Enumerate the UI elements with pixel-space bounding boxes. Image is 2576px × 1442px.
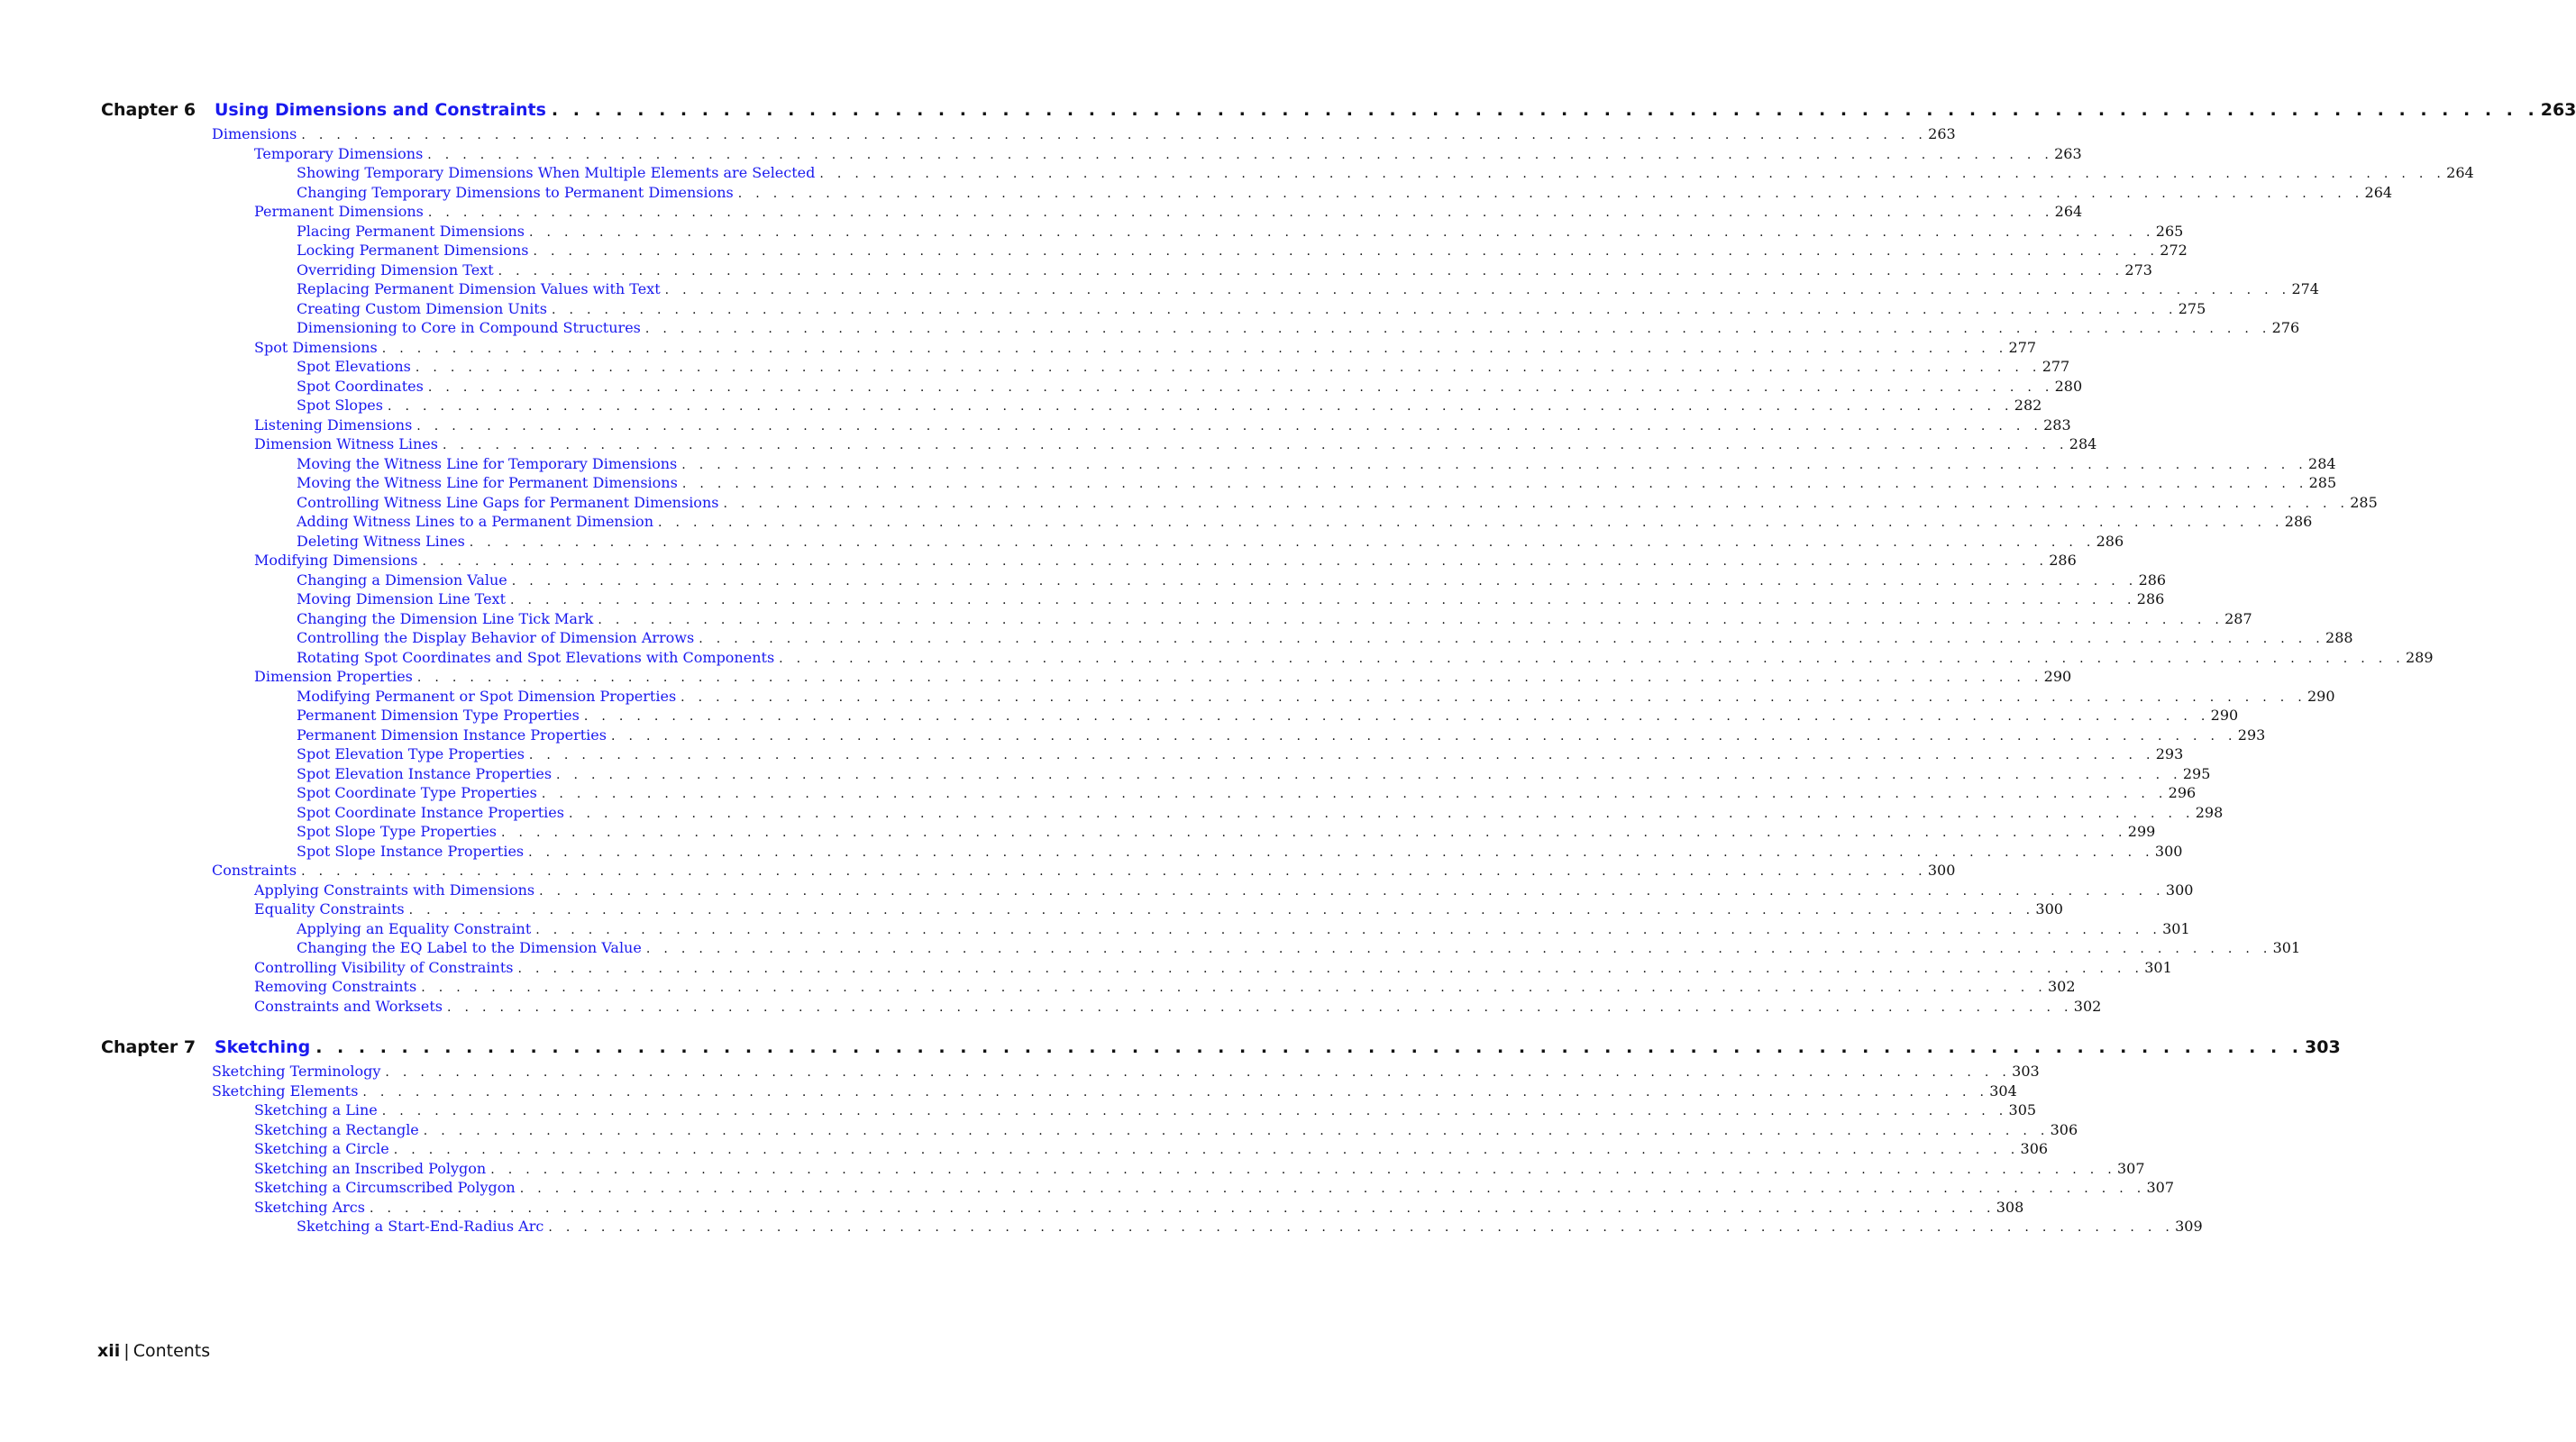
toc-entry-title: Spot Dimensions	[254, 338, 378, 356]
toc-entry-title: Permanent Dimension Type Properties	[297, 707, 580, 724]
toc-entry-title: Moving Dimension Line Text	[297, 590, 506, 607]
toc-entry-link[interactable]	[212, 628, 2353, 648]
dot-leader: . . . . . . . . . . . . . . . . . . . . . . . . . . . . . . . . . . . . . . . . . . . . . . . . . . . . . . . . . . . . . . . . . . . . . . . . . . . . . . . . . . . . . . . . . . . . .	[664, 283, 2291, 297]
toc-entry-link[interactable]	[212, 977, 2076, 997]
toc-entry-title: Spot Slope Instance Properties	[297, 842, 525, 860]
toc-entry-link[interactable]	[212, 357, 2070, 377]
dot-leader: . . . . . . . . . . . . . . . . . . . . . . . . . . . . . . . . . . . . . . . . . . . . . . . . . . . . . . . . . . . . . . . . . . . . . . . . . . . . . . . . . . . . . . . . . . . . .	[610, 728, 2237, 744]
dot-leader: . . . . . . . . . . . . . . . . . . . . . . . . . . . . . . . . . . . . . . . . . . . . . . . . . . . . . . . . . . . . . . . . . . . . . . . . . . . . . . . . . . . . . . . . . . . . .	[528, 844, 2154, 860]
toc-entry-title: Applying Constraints with Dimensions	[254, 881, 535, 899]
toc-entry-title: Spot Slopes	[297, 397, 383, 414]
toc-entry-title: Showing Temporary Dimensions When Multiple Elements are Selected	[297, 164, 816, 181]
toc-entry-link[interactable]	[212, 687, 2335, 707]
dot-leader: . . . . . . . . . . . . . . . . . . . . . . . . . . . . . . . . . . . . . . . . . . . . . . . . . . . . . . . . . . . . . . . . . . . . . . . . . . . . . . . . . . . . . . . . . . . . .	[446, 999, 2073, 1015]
toc-entry-title: Removing Constraints	[254, 978, 417, 995]
toc-entry-title: Spot Elevation Instance Properties	[297, 764, 553, 782]
toc-entry-page-number: 263	[2054, 144, 2082, 162]
toc-entry-page-number: 275	[2178, 299, 2206, 317]
toc-entry-title: Spot Coordinates	[297, 377, 424, 395]
dot-leader: . . . . . . . . . . . . . . . . . . . . . . . . . . . . . . . . . . . . . . . . . . . . . . . . . . . . . . . . . . . . . . . . . . . . . . . . . . . . . . . . . . . . . . . . . . . . .	[551, 302, 2178, 317]
toc-entry-page-number: 286	[2284, 513, 2313, 530]
dot-leader: . . . . . . . . . . . . . . . . . . . . . . . . . . . . . . . . . . . . . . . . . . . . . . . . . . . . . . . . . . . . . . . . . . . . . . . . . . . . . . . . . . . . . . . . . . . . .	[427, 147, 2054, 162]
dot-leader: . . . . . . . . . . . . . . . . . . . . . . . . . . . . . . . . . . . . . . . . . . . . . . . . . . . . . . . . . . . . . . . . . . . . . . . . . . . . . . . . . . . . . . . . . . . . .	[381, 1104, 2008, 1118]
toc-entry-page-number: 288	[2325, 629, 2353, 646]
toc-entry-link[interactable]	[212, 415, 2071, 435]
dot-leader: . . . . . . . . . . . . . . . . . . . . . . . . . . . . . . . . . . . . . . . . . . . . . . . . . . . . . . . . . . . . . . . . . . . . . . . . . . . . . . . . . . . . . . . . . . . . .	[681, 689, 2307, 705]
toc-entry-link[interactable]	[212, 997, 2102, 1017]
dot-leader: . . . . . . . . . . . . . . . . . . . . . . . . . . . . . . . . . . . . . . . . . . . . . . . . . . . . . . . . . . . . . . . . . . . . . . . . . . . . . . . . . . . . . . . . . . . . .	[416, 671, 2043, 685]
toc-entry-page-number: 277	[2008, 338, 2037, 356]
toc-entry-link[interactable]	[212, 260, 2152, 280]
toc-entry-title: Placing Permanent Dimensions	[297, 222, 525, 240]
toc-entry-title: Deleting Witness Lines	[297, 532, 465, 550]
toc-entry-page-number: 285	[2350, 493, 2378, 511]
dot-leader: . . . . . . . . . . . . . . . . . . . . . . . . . . . . . . . . . . . . . . . . . . . . . . . . . . . . . . . . . . . . . . . . . . . . . . . . . . . . . . . . . . . . . . . . . . . . .	[556, 767, 2182, 782]
toc-entry-title: Creating Custom Dimension Units	[297, 299, 547, 317]
toc-entry-title: Sketching a Rectangle	[254, 1120, 419, 1138]
dot-leader: . . . . . . . . . . . . . . . . . . . . . . . . . . . . . . . . . . . . . . . . . . . . . . . . . . . . . . . . . . . . . . . . . . . . . . . . . . . . . . . . . . . . . . . . . . . . .	[528, 224, 2155, 240]
toc-entry-link[interactable]	[212, 648, 2434, 668]
toc-entry-link[interactable]	[212, 532, 2124, 552]
dot-leader: . . . . . . . . . . . . . . . . . . . . . . . . . . . . . . . . . . . . . . . . . . . . . . . . . . . . . . . . . . . . . . . . . . . . . . . . . . . . . . . . . . . . . . . . . . . . .	[681, 477, 2308, 491]
toc-entry-page-number: 286	[2049, 552, 2077, 569]
toc-entry-title: Applying an Equality Constraint	[297, 919, 532, 937]
dot-leader: . . . . . . . . . . . . . . . . . . . . . . . . . . . . . . . . . . . . . . . . . . . . . . . . . . . . . . . . . . . . . . . . . . . . . . . . . . . . . . . . . . . . . . . . . . . . .	[498, 263, 2124, 278]
toc-entry-page-number: 306	[2020, 1140, 2049, 1157]
toc-entry-page-number: 264	[2364, 183, 2393, 201]
toc-entry-page-number: 298	[2195, 803, 2224, 821]
toc-entry-page-number: 273	[2124, 260, 2152, 278]
toc-entry-page-number: 299	[2127, 823, 2156, 840]
chapter-7-section	[101, 1033, 2341, 1237]
toc-entries	[212, 1062, 2203, 1237]
toc-entry-title: Sketching a Circumscribed Polygon	[254, 1179, 516, 1196]
chapter-label: Chapter 7	[101, 1037, 196, 1057]
toc-entry-link[interactable]	[212, 861, 1956, 881]
toc-entry-title: Sketching a Start-End-Radius Arc	[297, 1218, 544, 1235]
dot-leader: . . . . . . . . . . . . . . . . . . . . . . . . . . . . . . . . . . . . . . . . . . . . . . . . . . . . . . . . . . . . . . . . . . . . . . . . . . . . . . . . . . . . . . . . . . . . .	[519, 1182, 2146, 1196]
toc-entry-title: Dimensioning to Core in Compound Structures	[297, 319, 641, 336]
toc-entry-page-number: 295	[2182, 764, 2211, 782]
toc-entry-page-number: 286	[2138, 570, 2167, 589]
footer-section-name: Contents	[132, 1341, 211, 1361]
toc-entry-link[interactable]	[212, 726, 2266, 745]
toc-entry-title: Dimension Witness Lines	[254, 435, 438, 452]
dot-leader: . . . . . . . . . . . . . . . . . . . . . . . . . . . . . . . . . . . . . . . . . . . . . . . . . . . . . . . . . . . . . . . . . . . . . . . . . . . . . . . . . . . . . . . . . . . . .	[539, 883, 2165, 899]
toc-entry-title: Permanent Dimension Instance Properties	[297, 726, 607, 744]
toc-entry-title: Dimensions	[212, 125, 297, 142]
dot-leader: . . . . . . . . . . . . . . . . . . . . . . . . . . . . . . . . . . . . . . . . . . . . . . . . . . . . . . . . . . . . . . . . . . . . . . . . . . . . . . . . . . . . . . . . . . . . .	[301, 128, 1928, 142]
dot-leader: . . . . . . . . . . . . . . . . . . . . . . . . . . . . . . . . . . . . . . . . . . . . . . . . . . . . . . . . . . . . . . . . . . . . . . . . . . . . . . . . . . . . . . . . . . . . .	[535, 922, 2162, 937]
dot-leader: . . . . . . . . . . . . . . . . . . . . . . . . . . . . . . . . . . . . . . . . . . . . . . . . . . . . . . . . . . . . . . . . . . . . . . . . . . . . . . . . . . . . . . . . . . . . .	[551, 100, 2539, 120]
toc-entry-title: Spot Elevations	[297, 358, 411, 375]
toc-entry-page-number: 303	[2012, 1063, 2040, 1080]
toc-entry-title: Permanent Dimensions	[254, 203, 424, 220]
dot-leader: . . . . . . . . . . . . . . . . . . . . . . . . . . . . . . . . . . . . . . . . . . . . . . . . . . . . . . . . . . . . . . . . . . . . . . . . . . . . . . . . . . . . . . . . . . . . .	[427, 205, 2054, 220]
toc-entry-page-number: 300	[2165, 881, 2194, 899]
toc-entry-page-number: 290	[2307, 687, 2335, 705]
toc-entry-link[interactable]	[212, 1100, 2037, 1120]
toc-entry-link[interactable]	[212, 512, 2313, 532]
page-folio: xii	[97, 1341, 121, 1361]
dot-leader: . . . . . . . . . . . . . . . . . . . . . . . . . . . . . . . . . . . . . . . . . . . . . . . . . . . . . . . . . . . . . . . . . . . . . . . . . . . . . . . . . . . . . . . . . . . . .	[511, 573, 2138, 589]
toc-entry-title: Spot Coordinate Type Properties	[297, 784, 537, 801]
toc-entry-page-number: 301	[2272, 939, 2301, 956]
toc-entry-link[interactable]	[212, 1139, 2049, 1159]
toc-entry-page-number: 300	[2035, 900, 2063, 917]
dot-leader: . . . . . . . . . . . . . . . . . . . . . . . . . . . . . . . . . . . . . . . . . . . . . . . . . . . . . . . . . . . . . . . . . . . . . . . . . . . . . . . . . . . . . . . . . . . . .	[658, 516, 2284, 530]
toc-entry-page-number: 286	[2136, 590, 2165, 607]
toc-entry-link[interactable]	[212, 667, 2072, 687]
toc-entry-title: Moving the Witness Line for Temporary Dimensions	[297, 454, 678, 472]
chapter-heading	[101, 1033, 2341, 1062]
toc-entry-title: Temporary Dimensions	[254, 144, 424, 162]
toc-entry-page-number: 309	[2175, 1218, 2203, 1235]
toc-entry-title: Replacing Permanent Dimension Values with Text	[297, 280, 661, 297]
toc-entry-title: Sketching a Circle	[254, 1140, 389, 1157]
dot-leader: . . . . . . . . . . . . . . . . . . . . . . . . . . . . . . . . . . . . . . . . . . . . . . . . . . . . . . . . . . . . . . . . . . . . . . . . . . . . . . . . . . . . . . . . . . . . .	[415, 360, 2042, 375]
toc-entry-link[interactable]	[212, 919, 2190, 939]
dot-leader: . . . . . . . . . . . . . . . . . . . . . . . . . . . . . . . . . . . . . . . . . . . . . . . . . . . . . . . . . . . . . . . . . . . . . . . . . . . . . . . . . . . . . . . . . . . . .	[598, 612, 2224, 627]
toc-entry-link[interactable]	[212, 144, 2082, 164]
toc-entry-title: Dimension Properties	[254, 668, 413, 685]
chapter-label: Chapter 6	[101, 100, 196, 120]
toc-entry-page-number: 282	[2014, 397, 2042, 414]
toc-entry-link[interactable]	[212, 1217, 2203, 1237]
page-footer	[97, 1341, 210, 1361]
dot-leader: . . . . . . . . . . . . . . . . . . . . . . . . . . . . . . . . . . . . . . . . . . . . . . . . . . . . . . . . . . . . . . . . . . . . . . . . . . . . . . . . . . . . . . . . . . . . .	[408, 903, 2035, 917]
toc-entry-link[interactable]	[212, 241, 2188, 260]
dot-leader: . . . . . . . . . . . . . . . . . . . . . . . . . . . . . . . . . . . . . . . . . . . . . . . . . . . . . . . . . . . . . . . . . . . . . . . . . . . . . . . . . . . . . . . . . . . . .	[583, 709, 2210, 724]
toc-entry-link[interactable]	[212, 783, 2197, 803]
toc-entry-link[interactable]	[212, 803, 2224, 823]
chapter-page-number: 263	[2540, 100, 2576, 120]
toc-entry-link[interactable]	[212, 822, 2156, 842]
toc-entry-link[interactable]	[212, 1198, 2024, 1218]
toc-entry-link[interactable]	[212, 454, 2336, 474]
toc-entry-link[interactable]	[212, 338, 2037, 358]
toc-entry-link[interactable]	[212, 1159, 2145, 1179]
chapter-page-number: 303	[2305, 1037, 2341, 1057]
chapter-title-link[interactable]	[215, 96, 2576, 124]
dot-leader: . . . . . . . . . . . . . . . . . . . . . . . . . . . . . . . . . . . . . . . . . . . . . . . . . . . . . . . . . . . . . . . . . . . . . . . . . . . . . . . . . . . . . . . . . . . . .	[699, 632, 2325, 646]
dot-leader: . . . . . . . . . . . . . . . . . . . . . . . . . . . . . . . . . . . . . . . . . . . . . . . . . . . . . . . . . . . . . . . . . . . . . . . . . . . . . . . . . . . . . . . . . . . . .	[548, 1220, 2175, 1235]
toc-entry-title: Spot Coordinate Instance Properties	[297, 803, 564, 821]
dot-leader: . . . . . . . . . . . . . . . . . . . . . . . . . . . . . . . . . . . . . . . . . . . . . . . . . . . . . . . . . . . . . . . . . . . . . . . . . . . . . . . . . . . . . . . . . . . . .	[381, 341, 2008, 356]
dot-leader: . . . . . . . . . . . . . . . . . . . . . . . . . . . . . . . . . . . . . . . . . . . . . . . . . . . . . . . . . . . . . . . . . . . . . . . . . . . . . . . . . . . . . . . . . . . . .	[369, 1200, 1996, 1216]
toc-entry-title: Changing the Dimension Line Tick Mark	[297, 609, 594, 627]
toc-entry-page-number: 276	[2271, 319, 2300, 336]
dot-leader: . . . . . . . . . . . . . . . . . . . . . . . . . . . . . . . . . . . . . . . . . . . . . . . . . . . . . . . . . . . . . . . . . . . . . . . . . . . . . . . . . . . . . . . . . . . . .	[427, 379, 2054, 395]
toc-entry-page-number: 284	[2069, 435, 2097, 452]
toc-entry-title: Spot Elevation Type Properties	[297, 745, 525, 762]
toc-entry-page-number: 265	[2155, 222, 2184, 240]
toc-entry-page-number: 285	[2308, 474, 2337, 491]
toc-entry-page-number: 264	[2446, 164, 2474, 181]
dot-leader: . . . . . . . . . . . . . . . . . . . . . . . . . . . . . . . . . . . . . . . . . . . . . . . . . . . . . . . . . . . . . . . . . . . . . . . . . . . . . . . . . . . . . . . . . . . . .	[422, 554, 2049, 569]
dot-leader: . . . . . . . . . . . . . . . . . . . . . . . . . . . . . . . . . . . . . . . . . . . . . . . . . . . . . . . . . . . . . . . . . . . . . . . . . . . . . . . . . . . . . . . . . . . . .	[819, 167, 2446, 181]
toc-entry-title: Changing Temporary Dimensions to Permanent Dimensions	[297, 183, 734, 201]
toc-entries	[212, 124, 2474, 1016]
dot-leader: . . . . . . . . . . . . . . . . . . . . . . . . . . . . . . . . . . . . . . . . . . . . . . . . . . . . . . . . . . . . . . . . . . . . . . . . . . . . . . . . . . . . . . . . . . . . .	[517, 961, 2144, 976]
toc-entry-link[interactable]	[212, 551, 2077, 570]
toc-entry-title: Controlling Visibility of Constraints	[254, 958, 514, 976]
toc-entry-title: Sketching Elements	[212, 1082, 359, 1100]
toc-entry-title: Controlling the Display Behavior of Dimension Arrows	[297, 629, 695, 646]
dot-leader: . . . . . . . . . . . . . . . . . . . . . . . . . . . . . . . . . . . . . . . . . . . . . . . . . . . . . . . . . . . . . . . . . . . . . . . . . . . . . . . . . . . . . . . . . . . . .	[779, 651, 2405, 666]
chapter-title: Sketching	[215, 1037, 311, 1057]
dot-leader: . . . . . . . . . . . . . . . . . . . . . . . . . . . . . . . . . . . . . . . . . . . . . . . . . . . . . . . . . . . . . . . . . . . . . . . . . . . . . . . . . . . . . . . . . . . . .	[362, 1084, 1989, 1100]
toc-entry-link[interactable]	[212, 124, 1956, 144]
dot-leader: . . . . . . . . . . . . . . . . . . . . . . . . . . . . . . . . . . . . . . . . . . . . . . . . . . . . . . . . . . . . . . . . . . . . . . . . . . . . . . . . . . . . . . . . . . . . .	[490, 1162, 2116, 1177]
toc-entry-link[interactable]	[212, 163, 2474, 183]
dot-leader: . . . . . . . . . . . . . . . . . . . . . . . . . . . . . . . . . . . . . . . . . . . . . . . . . . . . . . . . . . . . . . . . . . . . . . . . . . . . . . . . . . . . . . . . . . . . .	[423, 1123, 2050, 1138]
toc-entry-page-number: 284	[2308, 454, 2336, 472]
toc-entry-title: Constraints and Worksets	[254, 997, 443, 1015]
dot-leader: . . . . . . . . . . . . . . . . . . . . . . . . . . . . . . . . . . . . . . . . . . . . . . . . . . . . . . . . . . . . . . . . . . . . . . . . . . . . . . . . . . . . . . . . . . . . .	[541, 787, 2168, 801]
dot-leader: . . . . . . . . . . . . . . . . . . . . . . . . . . . . . . . . . . . . . . . . . . . . . . . . . . . . . . . . . . . . . . . . . . . . . . . . . . . . . . . . . . . . . . . . . . . . .	[315, 1037, 2304, 1057]
toc-entry-page-number: 287	[2224, 609, 2252, 627]
toc-entry-link[interactable]	[212, 434, 2097, 454]
toc-entry-page-number: 289	[2405, 648, 2434, 666]
toc-entry-page-number: 300	[1927, 862, 1956, 879]
toc-entry-link[interactable]	[212, 299, 2206, 319]
toc-entry-link[interactable]	[212, 589, 2165, 609]
toc-entry-title: Changing a Dimension Value	[297, 570, 507, 589]
toc-entry-link[interactable]	[212, 706, 2239, 726]
dot-leader: . . . . . . . . . . . . . . . . . . . . . . . . . . . . . . . . . . . . . . . . . . . . . . . . . . . . . . . . . . . . . . . . . . . . . . . . . . . . . . . . . . . . . . . . . . . . .	[385, 1065, 2012, 1080]
dot-leader: . . . . . . . . . . . . . . . . . . . . . . . . . . . . . . . . . . . . . . . . . . . . . . . . . . . . . . . . . . . . . . . . . . . . . . . . . . . . . . . . . . . . . . . . . . . . .	[737, 186, 2364, 201]
toc-entry-page-number: 272	[2160, 242, 2188, 259]
toc-entry-page-number: 301	[2162, 919, 2190, 937]
dot-leader: . . . . . . . . . . . . . . . . . . . . . . . . . . . . . . . . . . . . . . . . . . . . . . . . . . . . . . . . . . . . . . . . . . . . . . . . . . . . . . . . . . . . . . . . . . . . .	[442, 438, 2069, 452]
toc-entry-title: Sketching a Line	[254, 1101, 378, 1118]
dot-leader: . . . . . . . . . . . . . . . . . . . . . . . . . . . . . . . . . . . . . . . . . . . . . . . . . . . . . . . . . . . . . . . . . . . . . . . . . . . . . . . . . . . . . . . . . . . . .	[723, 496, 2350, 511]
toc-entry-link[interactable]	[212, 842, 2183, 862]
dot-leader: . . . . . . . . . . . . . . . . . . . . . . . . . . . . . . . . . . . . . . . . . . . . . . . . . . . . . . . . . . . . . . . . . . . . . . . . . . . . . . . . . . . . . . . . . . . . .	[528, 748, 2155, 762]
dot-leader: . . . . . . . . . . . . . . . . . . . . . . . . . . . . . . . . . . . . . . . . . . . . . . . . . . . . . . . . . . . . . . . . . . . . . . . . . . . . . . . . . . . . . . . . . . . . .	[681, 457, 2308, 472]
toc-entry-page-number: 301	[2144, 958, 2172, 976]
dot-leader: . . . . . . . . . . . . . . . . . . . . . . . . . . . . . . . . . . . . . . . . . . . . . . . . . . . . . . . . . . . . . . . . . . . . . . . . . . . . . . . . . . . . . . . . . . . . .	[393, 1143, 2020, 1157]
toc-entry-title: Listening Dimensions	[254, 415, 413, 434]
toc-entry-link[interactable]	[212, 183, 2393, 203]
toc-entry-link[interactable]	[212, 609, 2252, 629]
toc-entry-link[interactable]	[212, 938, 2301, 958]
toc-entry-title: Sketching Arcs	[254, 1198, 365, 1216]
toc-entry-page-number: 305	[2008, 1101, 2037, 1118]
dot-leader: . . . . . . . . . . . . . . . . . . . . . . . . . . . . . . . . . . . . . . . . . . . . . . . . . . . . . . . . . . . . . . . . . . . . . . . . . . . . . . . . . . . . . . . . . . . . .	[645, 942, 2272, 956]
toc-entry-page-number: 283	[2043, 415, 2071, 434]
chapter-title-link[interactable]	[215, 1033, 2341, 1062]
toc-entry-page-number: 302	[2047, 978, 2076, 995]
toc-entry-title: Controlling Witness Line Gaps for Permanent Dimensions	[297, 493, 719, 511]
toc-entry-page-number: 263	[1928, 125, 1956, 142]
toc-entry-page-number: 264	[2054, 203, 2083, 220]
toc-entry-page-number: 293	[2155, 745, 2184, 762]
toc-entry-title: Equality Constraints	[254, 900, 405, 917]
toc-entry-page-number: 308	[1996, 1198, 2024, 1216]
chapter-heading	[101, 96, 2576, 124]
dot-leader: . . . . . . . . . . . . . . . . . . . . . . . . . . . . . . . . . . . . . . . . . . . . . . . . . . . . . . . . . . . . . . . . . . . . . . . . . . . . . . . . . . . . . . . . . . . . .	[501, 826, 2127, 840]
toc-entry-link[interactable]	[212, 958, 2172, 978]
toc-entry-title: Moving the Witness Line for Permanent Dimensions	[297, 474, 678, 491]
toc-entry-title: Locking Permanent Dimensions	[297, 242, 529, 259]
toc-entry-page-number: 277	[2042, 358, 2070, 375]
toc-entry-title: Modifying Dimensions	[254, 552, 418, 569]
dot-leader: . . . . . . . . . . . . . . . . . . . . . . . . . . . . . . . . . . . . . . . . . . . . . . . . . . . . . . . . . . . . . . . . . . . . . . . . . . . . . . . . . . . . . . . . . . . . .	[510, 593, 2136, 607]
toc-entry-title: Overriding Dimension Text	[297, 260, 494, 278]
dot-leader: . . . . . . . . . . . . . . . . . . . . . . . . . . . . . . . . . . . . . . . . . . . . . . . . . . . . . . . . . . . . . . . . . . . . . . . . . . . . . . . . . . . . . . . . . . . . .	[568, 806, 2195, 821]
toc-entry-link[interactable]	[212, 318, 2300, 338]
toc-entry-link[interactable]	[212, 222, 2184, 242]
dot-leader: . . . . . . . . . . . . . . . . . . . . . . . . . . . . . . . . . . . . . . . . . . . . . . . . . . . . . . . . . . . . . . . . . . . . . . . . . . . . . . . . . . . . . . . . . . . . .	[301, 864, 1927, 879]
footer-separator: |	[123, 1341, 130, 1361]
dot-leader: . . . . . . . . . . . . . . . . . . . . . . . . . . . . . . . . . . . . . . . . . . . . . . . . . . . . . . . . . . . . . . . . . . . . . . . . . . . . . . . . . . . . . . . . . . . . .	[416, 418, 2043, 434]
dot-leader: . . . . . . . . . . . . . . . . . . . . . . . . . . . . . . . . . . . . . . . . . . . . . . . . . . . . . . . . . . . . . . . . . . . . . . . . . . . . . . . . . . . . . . . . . . . . .	[644, 322, 2271, 336]
toc-entry-title: Sketching Terminology	[212, 1063, 381, 1080]
toc-entry-page-number: 290	[2210, 707, 2239, 724]
dot-leader: . . . . . . . . . . . . . . . . . . . . . . . . . . . . . . . . . . . . . . . . . . . . . . . . . . . . . . . . . . . . . . . . . . . . . . . . . . . . . . . . . . . . . . . . . . . . .	[469, 534, 2096, 550]
toc-entry-link[interactable]	[212, 279, 2319, 299]
toc-entry-link[interactable]	[212, 1178, 2175, 1198]
toc-entry-page-number: 302	[2073, 997, 2102, 1015]
toc-entry-title: Constraints	[212, 862, 297, 879]
chapter-6-section	[101, 96, 2576, 1016]
dot-leader: . . . . . . . . . . . . . . . . . . . . . . . . . . . . . . . . . . . . . . . . . . . . . . . . . . . . . . . . . . . . . . . . . . . . . . . . . . . . . . . . . . . . . . . . . . . . .	[421, 981, 2047, 995]
toc-entry-link[interactable]	[212, 377, 2083, 397]
toc-entry-title: Modifying Permanent or Spot Dimension Properties	[297, 687, 677, 705]
toc-entry-page-number: 304	[1989, 1082, 2017, 1100]
toc-entry-link[interactable]	[212, 493, 2378, 513]
toc-entry-title: Sketching an Inscribed Polygon	[254, 1159, 487, 1177]
toc-entry-page-number: 274	[2291, 280, 2319, 297]
toc-entry-link[interactable]	[212, 899, 2063, 919]
toc-entry-link[interactable]	[212, 1120, 2078, 1140]
toc-entry-page-number: 293	[2237, 726, 2266, 744]
toc-entry-page-number: 300	[2154, 842, 2183, 860]
toc-entry-link[interactable]	[212, 202, 2083, 222]
toc-entry-title: Spot Slope Type Properties	[297, 823, 497, 840]
toc-entry-title: Rotating Spot Coordinates and Spot Elevations with Components	[297, 648, 775, 666]
toc-entry-page-number: 307	[2116, 1159, 2145, 1177]
toc-entry-link[interactable]	[212, 396, 2042, 415]
toc-entry-link[interactable]	[212, 744, 2184, 764]
toc-entry-link[interactable]	[212, 764, 2211, 784]
toc-entry-link[interactable]	[212, 473, 2337, 493]
chapter-title: Using Dimensions and Constraints	[215, 100, 546, 120]
toc-entry-link[interactable]	[212, 570, 2167, 590]
toc-entry-title: Adding Witness Lines to a Permanent Dimension	[297, 513, 653, 530]
toc-entry-page-number: 290	[2043, 668, 2072, 685]
toc-entry-link[interactable]	[212, 1062, 2040, 1082]
toc-entry-page-number: 296	[2168, 784, 2197, 801]
toc-entry-page-number: 280	[2054, 377, 2083, 395]
toc-entry-link[interactable]	[212, 881, 2194, 900]
toc-entry-page-number: 307	[2146, 1179, 2175, 1196]
toc-entry-link[interactable]	[212, 1082, 2017, 1101]
toc-entry-title: Changing the EQ Label to the Dimension Value	[297, 939, 642, 956]
toc-entry-page-number: 306	[2050, 1120, 2078, 1138]
dot-leader: . . . . . . . . . . . . . . . . . . . . . . . . . . . . . . . . . . . . . . . . . . . . . . . . . . . . . . . . . . . . . . . . . . . . . . . . . . . . . . . . . . . . . . . . . . . . .	[387, 399, 2014, 414]
dot-leader: . . . . . . . . . . . . . . . . . . . . . . . . . . . . . . . . . . . . . . . . . . . . . . . . . . . . . . . . . . . . . . . . . . . . . . . . . . . . . . . . . . . . . . . . . . . . .	[533, 244, 2160, 259]
toc-entry-page-number: 286	[2096, 532, 2124, 550]
